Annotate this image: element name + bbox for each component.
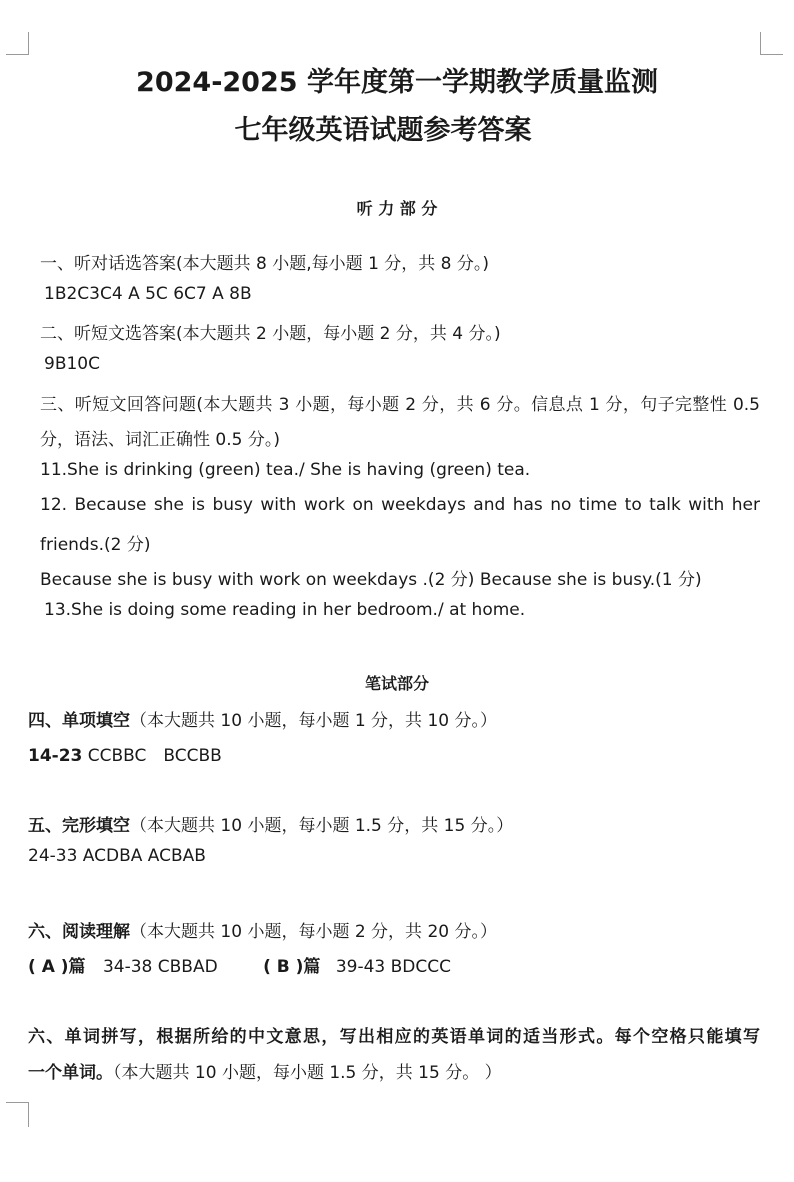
section-4-heading <box>28 706 497 731</box>
answer-12-line1: 12. Because she is busy with work on weekdays and has no time to talk with her <box>40 495 760 515</box>
section-4-title: 四、单项填空 <box>28 711 130 731</box>
written-heading: 笔试部分 <box>364 674 429 693</box>
answer-12-alternative: Because she is busy with work on weekdays .(2 分) Because she is busy.(1 分) <box>40 570 702 590</box>
crop-mark-top-left <box>6 32 29 55</box>
section-6-scoring: （本大题共 10 小题，每小题 2 分，共 20 分。） <box>130 922 498 942</box>
section-5-title: 五、完形填空 <box>28 816 130 836</box>
section-5-heading <box>28 811 513 836</box>
crop-mark-bottom-left <box>6 1102 29 1127</box>
section-6-heading <box>28 917 497 942</box>
answer-11: 11.She is drinking (green) tea./ She is having (green) tea. <box>40 460 531 480</box>
section-7-scoring: （本大题共 10 小题，每小题 1.5 分，共 15 分。 ） <box>113 1063 502 1083</box>
listening-heading: 听 力 部 分 <box>356 199 438 218</box>
section-5-scoring: （本大题共 10 小题，每小题 1.5 分，共 15 分。） <box>130 816 514 836</box>
passage-a-answers: 34-38 CBBAD <box>102 957 218 977</box>
passage-b-answers: 39-43 BDCCC <box>335 957 451 977</box>
section-3-heading-line2: 分，语法、词汇正确性 0.5 分。) <box>40 430 280 450</box>
section-3-heading-line1: 三、听短文回答问题(本大题共 3 小题，每小题 2 分，共 6 分。信息点 1 分，句子完整性 0.5 <box>40 395 760 415</box>
section-7-heading-line1: 六、单词拼写，根据所给的中文意思，写出相应的英语单词的适当形式。每个空格只能填写 <box>28 1027 760 1047</box>
answer-13: 13.She is doing some reading in her bedroom./ at home. <box>44 600 526 620</box>
answer-12-line2: friends.(2 分) <box>40 535 151 555</box>
section-6-answers <box>28 952 451 977</box>
section-4-scoring: （本大题共 10 小题，每小题 1 分，共 10 分。） <box>130 711 498 731</box>
page-subtitle: 七年级英语试题参考答案 <box>234 115 532 146</box>
section-2-heading: 二、听短文选答案(本大题共 2 小题，每小题 2 分，共 4 分。) <box>40 324 501 344</box>
section-5-answers: 24-33 ACDBA ACBAB <box>28 846 206 866</box>
section-1-answers: 1B2C3C4 A 5C 6C7 A 8B <box>44 284 252 304</box>
passage-a-label: ( A )篇 <box>28 957 86 977</box>
section-4-answer-letters: CCBBC BCCBB <box>82 746 222 766</box>
section-1-heading: 一、听对话选答案(本大题共 8 小题,每小题 1 分，共 8 分。) <box>40 254 490 274</box>
section-7-title-end: 一个单词。 <box>28 1063 113 1083</box>
section-4-range: 14-23 <box>28 746 83 766</box>
section-6-title: 六、阅读理解 <box>28 922 130 942</box>
section-2-answers: 9B10C <box>44 354 100 374</box>
page-title: 2024-2025 学年度第一学期教学质量监测 <box>136 67 658 98</box>
section-4-answers <box>28 741 222 766</box>
passage-b-label: ( B )篇 <box>263 957 321 977</box>
crop-mark-top-right <box>760 32 783 55</box>
section-7-heading-line2 <box>28 1058 502 1083</box>
